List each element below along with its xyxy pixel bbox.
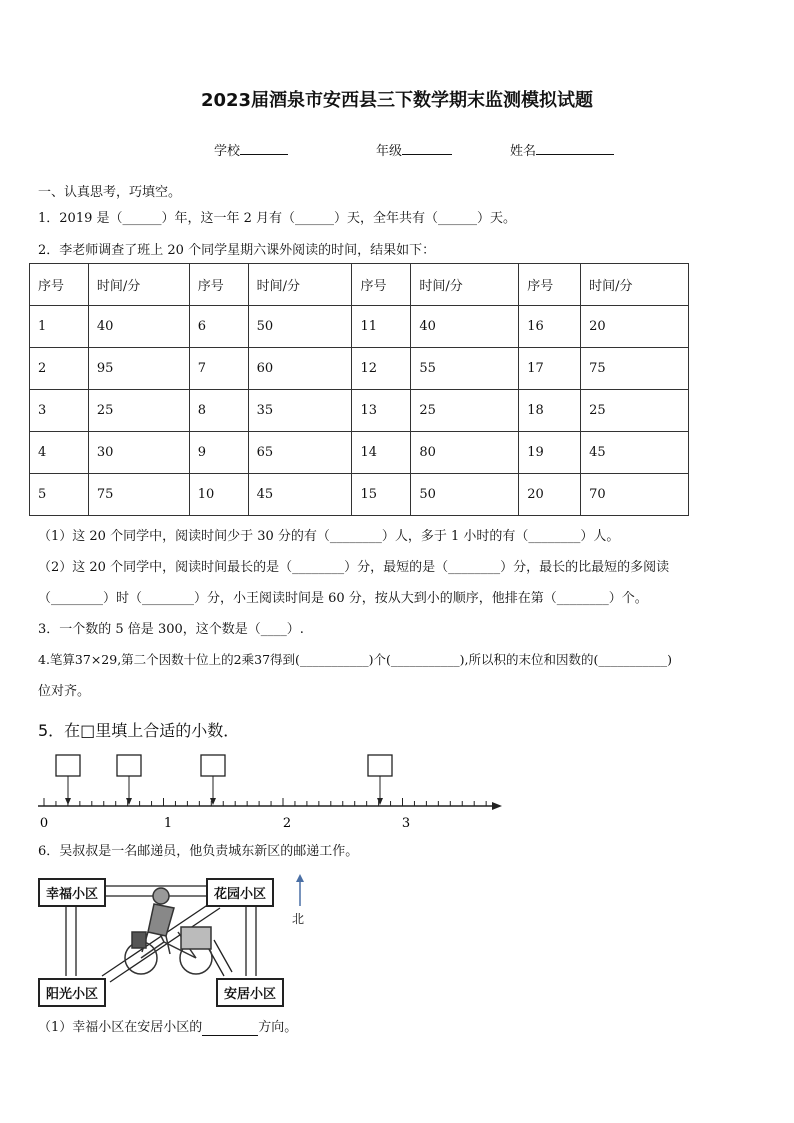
table-cell: 10 (189, 474, 248, 516)
reading-time-table (29, 263, 689, 516)
number-line-ticks (44, 798, 486, 806)
question-1: 1．2019 是（______）年，这一年 2 月有（______）天，全年共有（______）天。 (38, 211, 517, 226)
table-row (30, 306, 689, 348)
tick-label-3: 3 (401, 816, 411, 831)
table-cell: 16 (519, 306, 581, 348)
table-cell: 40 (88, 306, 189, 348)
table-cell: 25 (411, 390, 519, 432)
yangguang-community-label: 阳光小区 (38, 978, 106, 1007)
question-5: 5．在□里填上合适的小数． (38, 721, 240, 740)
answer-box-2[interactable] (117, 755, 141, 805)
table-row (30, 474, 689, 516)
table-cell: 1 (30, 306, 89, 348)
table-cell: 50 (411, 474, 519, 516)
table-cell: 序号 (519, 264, 581, 306)
table-cell: 25 (88, 390, 189, 432)
table-cell: 65 (248, 432, 352, 474)
table-cell: 时间/分 (88, 264, 189, 306)
name-blank[interactable] (536, 142, 614, 155)
table-cell: 序号 (189, 264, 248, 306)
table-cell: 25 (581, 390, 689, 432)
table-cell: 3 (30, 390, 89, 432)
direction-blank[interactable] (202, 1020, 258, 1036)
question-4-line1: 4.笔算37×29,第二个因数十位上的2乘37得到(___________)个(___________),所以积的末位和因数的(___________) (38, 652, 673, 667)
table-cell: 时间/分 (248, 264, 352, 306)
table-cell: 序号 (352, 264, 411, 306)
table-cell: 13 (352, 390, 411, 432)
question-2-1: （1）这 20 个同学中，阅读时间少于 30 分的有（________）人，多于 1 小时的有（________）人。 (38, 529, 620, 544)
school-label: 学校 (214, 144, 241, 159)
table-cell: 11 (352, 306, 411, 348)
table-cell: 19 (519, 432, 581, 474)
grade-field (376, 140, 452, 159)
name-field (510, 140, 614, 159)
table-cell: 45 (581, 432, 689, 474)
table-cell: 5 (30, 474, 89, 516)
grade-label: 年级 (376, 144, 403, 159)
question-6-1-prefix: （1）幸福小区在安居小区的 (38, 1020, 203, 1035)
table-cell: 35 (248, 390, 352, 432)
anju-community-label: 安居小区 (216, 978, 284, 1007)
grade-blank[interactable] (402, 142, 452, 155)
tick-label-2: 2 (282, 816, 292, 831)
table-cell: 20 (581, 306, 689, 348)
question-6-1-suffix: 方向。 (258, 1020, 298, 1035)
question-2: 2．李老师调查了班上 20 个同学星期六课外阅读的时间，结果如下： (38, 243, 436, 258)
table-cell: 60 (248, 348, 352, 390)
table-cell: 75 (88, 474, 189, 516)
school-blank[interactable] (240, 142, 288, 155)
table-cell: 80 (411, 432, 519, 474)
table-cell: 55 (411, 348, 519, 390)
number-line (34, 752, 504, 832)
number-line-arrowhead (492, 802, 502, 810)
table-cell: 9 (189, 432, 248, 474)
huayuan-community-label: 花园小区 (206, 878, 274, 907)
table-cell: 50 (248, 306, 352, 348)
table-cell: 6 (189, 306, 248, 348)
table-cell: 7 (189, 348, 248, 390)
table-cell: 15 (352, 474, 411, 516)
table-cell: 时间/分 (581, 264, 689, 306)
question-6-1 (38, 1016, 297, 1036)
page-title: 2023届酒泉市安西县三下数学期末监测模拟试题 (200, 90, 594, 111)
community-map (36, 872, 336, 1012)
table-cell: 18 (519, 390, 581, 432)
table-cell: 75 (581, 348, 689, 390)
table-row (30, 348, 689, 390)
table-cell: 95 (88, 348, 189, 390)
xingfu-community-label: 幸福小区 (38, 878, 106, 907)
tick-label-0: 0 (39, 816, 49, 831)
table-row (30, 390, 689, 432)
table-cell: 4 (30, 432, 89, 474)
school-field (214, 140, 288, 159)
north-arrow-icon (293, 874, 307, 906)
question-3: 3．一个数的 5 倍是 300，这个数是（____）. (38, 622, 304, 637)
table-cell: 14 (352, 432, 411, 474)
table-cell: 40 (411, 306, 519, 348)
table-cell: 时间/分 (411, 264, 519, 306)
section-heading: 一、认真思考，巧填空。 (38, 185, 182, 200)
tick-label-1: 1 (163, 816, 173, 831)
question-4-line2: 位对齐。 (38, 684, 91, 699)
table-header-row (30, 264, 689, 306)
table-cell: 序号 (30, 264, 89, 306)
question-6: 6．吴叔叔是一名邮递员，他负责城东新区的邮递工作。 (38, 844, 359, 859)
answer-box-1[interactable] (56, 755, 80, 805)
answer-box-3[interactable] (201, 755, 225, 805)
question-2-2-line1: （2）这 20 个同学中，阅读时间最长的是（________）分，最短的是（________）分，最长的比最短的多阅读 (38, 560, 670, 575)
table-cell: 8 (189, 390, 248, 432)
name-label: 姓名 (510, 144, 537, 159)
table-cell: 12 (352, 348, 411, 390)
table-cell: 20 (519, 474, 581, 516)
table-cell: 2 (30, 348, 89, 390)
table-cell: 45 (248, 474, 352, 516)
table-row (30, 432, 689, 474)
table-cell: 30 (88, 432, 189, 474)
question-2-2-line2: （________）时（________）分，小王阅读时间是 60 分，按从大到小的顺序，他排在第（________）个。 (38, 591, 648, 606)
table-cell: 70 (581, 474, 689, 516)
north-label: 北 (292, 912, 305, 926)
answer-box-4[interactable] (368, 755, 392, 805)
table-cell: 17 (519, 348, 581, 390)
